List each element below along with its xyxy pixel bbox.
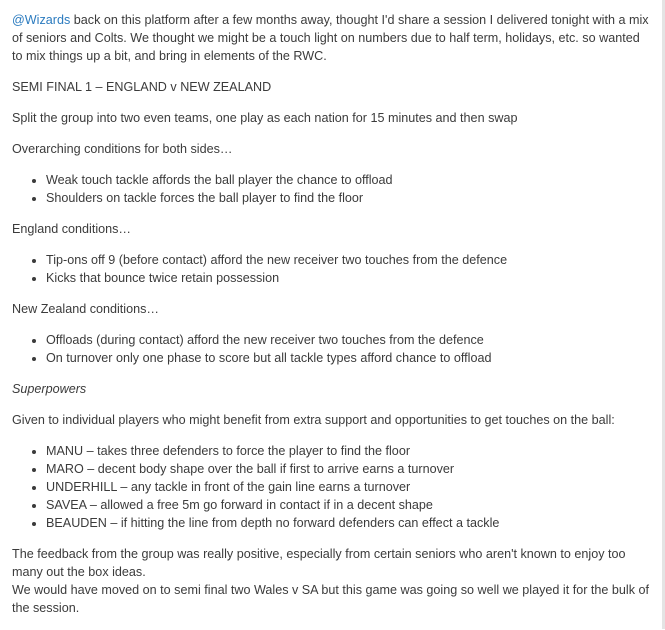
list-item: • Tip-ons off 9 (before contact) afford the new receiver two touches from the defence [46, 251, 652, 269]
list-item: • Offloads (during contact) afford the new receiver two touches from the defence [46, 331, 652, 349]
list-item: • Kicks that bounce twice retain possession [46, 269, 652, 287]
list-item: • UNDERHILL – any tackle in front of the gain line earns a turnover [46, 478, 652, 496]
england-title: England conditions… [12, 222, 132, 236]
feedback-line-2: We would have moved on to semi final two Wales v SA but this game was going so well we played it for the bulk of the session. [12, 583, 650, 615]
new-zealand-title: New Zealand conditions… [12, 302, 160, 316]
superpowers-description: Given to individual players who might benefit from extra support and opportunities to get touches on the ball: [12, 413, 615, 427]
list-item: • MARO – decent body shape over the ball if first to arrive earns a turnover [46, 460, 652, 478]
new-zealand-list [12, 331, 652, 367]
both-sides-list [12, 171, 652, 207]
split-instructions: Split the group into two even teams, one play as each nation for 15 minutes and then swap [12, 111, 518, 125]
session-heading: SEMI FINAL 1 – ENGLAND v NEW ZEALAND [12, 80, 272, 94]
list-item: • BEAUDEN – if hitting the line from depth no forward defenders can effect a tackle [46, 514, 652, 532]
list-item: • Shoulders on tackle forces the ball player to find the floor [46, 189, 652, 207]
list-item: • MANU – takes three defenders to force the player to find the floor [46, 442, 652, 460]
both-sides-title: Overarching conditions for both sides… [12, 142, 233, 156]
superpowers-title-text: Superpowers [12, 382, 87, 396]
list-item: • Weak touch tackle affords the ball player the chance to offload [46, 171, 652, 189]
intro-text: back on this platform after a few months away, thought I'd share a session I delivered tonight with a mix of seniors and Colts. We thought we might be a touch light on numbers due to half term, holidays, etc. so wanted to mix things up a bit, and bring in elements of the RWC. [12, 13, 649, 63]
feedback-line-1: The feedback from the group was really positive, especially from certain seniors who aren't known to enjoy too many out the box ideas. [12, 547, 626, 579]
forum-post-body [12, 11, 652, 630]
list-item: • On turnover only one phase to score but all tackle types afford chance to offload [46, 349, 652, 367]
user-mention-link[interactable]: @Wizards [12, 13, 71, 27]
feedback-paragraph [12, 545, 652, 617]
intro-paragraph [12, 11, 652, 65]
england-list [12, 251, 652, 287]
superpowers-title [12, 380, 652, 398]
list-item: • SAVEA – allowed a free 5m go forward in contact if in a decent shape [46, 496, 652, 514]
superpowers-list [12, 442, 652, 532]
